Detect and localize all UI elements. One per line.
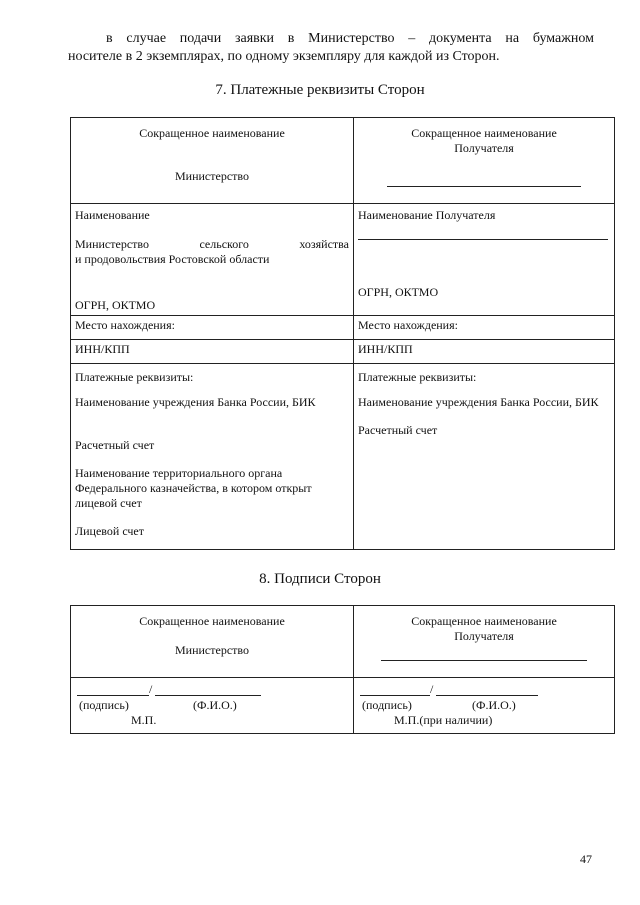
bank-label: Наименование учреждения Банка России, БИК <box>358 395 599 409</box>
ministry-payment-details-cell <box>71 364 354 550</box>
ministry-short-name-cell <box>71 118 354 204</box>
signature-captions <box>358 698 610 713</box>
payment-details-label: Платежные реквизиты: <box>75 370 194 384</box>
personal-account-label: Лицевой счет <box>75 524 145 538</box>
section-8-title: 8. Подписи Сторон <box>259 571 381 587</box>
ministry-short-name-value: Министерство <box>175 169 249 183</box>
table-row <box>71 204 615 316</box>
recipient-signature-cell <box>354 678 615 734</box>
inn-kpp-label: ИНН/КПП <box>354 340 615 364</box>
signature-blank <box>360 682 430 696</box>
signature-caption: (подпись) <box>362 698 412 712</box>
signature-line <box>75 682 349 698</box>
recipient-name-label: Наименование Получателя <box>358 208 496 222</box>
signature-caption: (подпись) <box>79 698 129 712</box>
ministry-short-name-value: Министерство <box>175 643 249 657</box>
slash-separator: / <box>430 682 434 696</box>
account-label: Расчетный счет <box>75 438 155 452</box>
ministry-signature-cell <box>71 678 354 734</box>
payment-details-table <box>70 117 615 550</box>
signature-captions <box>75 698 349 713</box>
payment-details-label: Платежные реквизиты: <box>358 370 477 384</box>
slash-separator: / <box>149 682 153 696</box>
intro-line-1: в случае подачи заявки в Министерство – документа на бумажном <box>106 31 594 46</box>
account-label: Расчетный счет <box>358 423 438 437</box>
fio-blank <box>436 682 538 696</box>
ogrn-oktmo-label: ОГРН, ОКТМО <box>358 285 439 299</box>
intro-paragraph <box>68 30 594 66</box>
recipient-name-blank <box>358 227 608 240</box>
intro-line-2: носителе в 2 экземплярах, по одному экземпляру для каждой из Сторон. <box>68 49 500 64</box>
recipient-short-name-cell <box>354 606 615 678</box>
treasury-label: Наименование территориального органа Федерального казначейства, в котором открыт лицевой счет <box>75 466 312 510</box>
table-row <box>71 606 615 678</box>
table-row <box>71 364 615 550</box>
recipient-short-name-blank <box>381 648 587 661</box>
signature-blank <box>77 682 149 696</box>
section-7-title: 7. Платежные реквизиты Сторон <box>215 82 425 98</box>
short-name-label: Сокращенное наименование <box>139 614 285 628</box>
inn-kpp-label: ИНН/КПП <box>71 340 354 364</box>
recipient-short-name-blank <box>387 174 581 187</box>
table-row <box>71 118 615 204</box>
fio-caption: (Ф.И.О.) <box>193 698 237 712</box>
recipient-short-name-cell <box>354 118 615 204</box>
recipient-short-name-label: Сокращенное наименование Получателя <box>411 126 557 155</box>
table-row <box>71 678 615 734</box>
name-word: сельского <box>199 237 249 251</box>
table-row <box>71 316 615 340</box>
signature-line <box>358 682 610 698</box>
recipient-short-name-label: Сокращенное наименование Получателя <box>411 614 557 643</box>
ministry-name-cell <box>71 204 354 316</box>
stamp-label: М.П. <box>131 713 157 727</box>
ogrn-oktmo-label: ОГРН, ОКТМО <box>75 298 156 312</box>
location-label: Место нахождения: <box>71 316 354 340</box>
ministry-short-name-cell <box>71 606 354 678</box>
stamp-label: М.П.(при наличии) <box>394 713 493 727</box>
name-label: Наименование <box>75 208 150 222</box>
recipient-name-cell <box>354 204 615 316</box>
bank-label: Наименование учреждения Банка России, БИК <box>75 395 316 409</box>
signatures-table <box>70 605 615 734</box>
short-name-label: Сокращенное наименование <box>139 126 285 140</box>
location-label: Место нахождения: <box>354 316 615 340</box>
page-number: 47 <box>580 852 592 866</box>
name-word: хозяйства <box>299 237 349 251</box>
ministry-full-name-line-2: и продовольствия Ростовской области <box>75 252 270 266</box>
ministry-full-name-line-1 <box>75 237 349 252</box>
fio-caption: (Ф.И.О.) <box>472 698 516 712</box>
table-row <box>71 340 615 364</box>
name-word: Министерство <box>75 237 149 251</box>
fio-blank <box>155 682 261 696</box>
recipient-payment-details-cell <box>354 364 615 550</box>
